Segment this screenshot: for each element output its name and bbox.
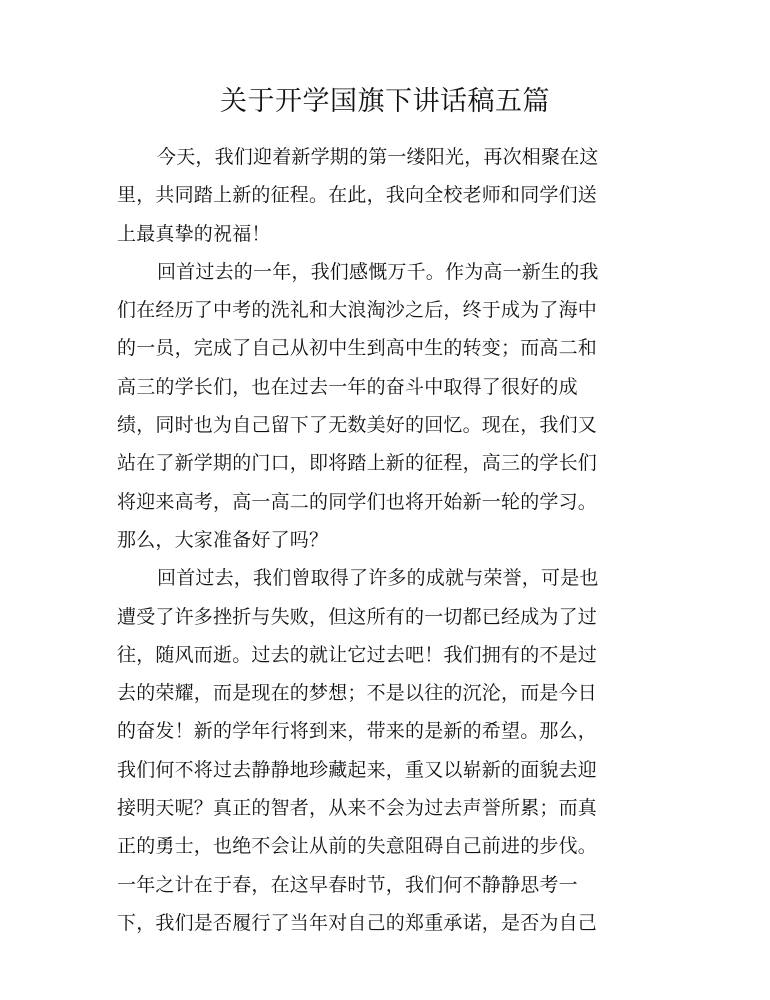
paragraph-line: 接明天呢？真正的智者，从来不会为过去声誉所累；而真	[117, 797, 598, 820]
paragraph-line: 站在了新学期的门口，即将踏上新的征程，高三的学长们	[117, 452, 598, 475]
paragraph-line: 的一员，完成了自己从初中生到高中生的转变；而高二和	[117, 337, 598, 360]
paragraph-line: 下，我们是否履行了当年对自己的郑重承诺，是否为自己	[117, 911, 598, 934]
document-body	[117, 138, 637, 942]
paragraph-line: 去的荣耀，而是现在的梦想；不是以往的沉沦，而是今日	[117, 682, 598, 705]
document-title: 关于开学国旗下讲话稿五篇	[220, 86, 550, 117]
paragraph-line: 高三的学长们，也在过去一年的奋斗中取得了很好的成	[117, 375, 578, 398]
paragraph-line: 往，随风而逝。过去的就让它过去吧！我们拥有的不是过	[117, 643, 598, 666]
paragraph-line: 的奋发！新的学年行将到来，带来的是新的希望。那么，	[117, 720, 598, 743]
paragraph-line: 一年之计在于春，在这早春时节，我们何不静静思考一	[117, 873, 578, 896]
paragraph-line: 我们何不将过去静静地珍藏起来，重又以崭新的面貌去迎	[117, 758, 598, 781]
paragraph-line: 回首过去的一年，我们感慨万千。作为高一新生的我	[157, 260, 599, 283]
paragraph-line: 们在经历了中考的洗礼和大浪淘沙之后，终于成为了海中	[117, 299, 598, 322]
paragraph-line: 绩，同时也为自己留下了无数美好的回忆。现在，我们又	[117, 414, 598, 437]
paragraph-line: 里，共同踏上新的征程。在此，我向全校老师和同学们送	[117, 184, 598, 207]
paragraph-line: 回首过去，我们曾取得了许多的成就与荣誉，可是也	[157, 567, 599, 590]
paragraph-line: 遭受了许多挫折与失败，但这所有的一切都已经成为了过	[117, 605, 598, 628]
paragraph-line: 上最真挚的祝福！	[117, 222, 271, 245]
paragraph-line: 今天，我们迎着新学期的第一缕阳光，再次相聚在这	[157, 146, 599, 168]
paragraph-line: 正的勇士，也绝不会让从前的失意阻碍自己前进的步伐。	[117, 835, 598, 858]
paragraph-line: 那么，大家准备好了吗？	[117, 528, 329, 551]
paragraph-line: 将迎来高考，高一高二的同学们也将开始新一轮的学习。	[117, 490, 598, 513]
